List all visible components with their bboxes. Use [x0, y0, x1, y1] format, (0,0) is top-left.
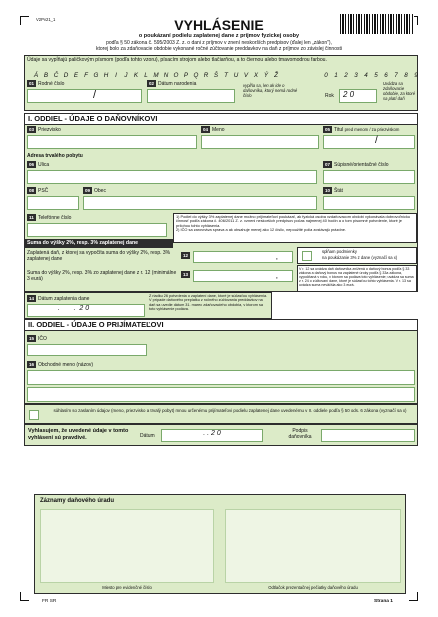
f12-num: 12	[182, 253, 188, 258]
section-1-title: I. ODDIEL - ÚDAJE O DAŇOVNÍKOVI	[25, 114, 417, 125]
field-datum-narodenia-label: 02 Dátum narodenia	[148, 81, 197, 87]
titul-input[interactable]	[323, 135, 415, 149]
splnam-checkbox[interactable]	[302, 251, 312, 261]
priezvisko-label: 03 Priezvisko	[28, 127, 61, 133]
splnam-label: spĺňam podmienky	[322, 249, 357, 254]
office-title: Záznamy daňového úradu	[40, 498, 115, 504]
footer-right: Strana 1	[374, 599, 393, 604]
f13-input[interactable]: ,	[193, 270, 293, 282]
section-2	[24, 319, 418, 404]
datum-label: Dátum	[140, 433, 155, 439]
corner-mark	[409, 592, 418, 601]
doc-code: V2Pv21_1	[36, 17, 56, 22]
stat-label: 10 Štát	[324, 188, 343, 194]
suma-header: Suma do výšky 2%, resp. 3% zaplatenej dane	[25, 239, 173, 248]
evidence-number-box	[40, 509, 214, 583]
footer-left: FR SR	[42, 599, 57, 604]
corner-mark	[20, 592, 29, 601]
datum-narodenia-input[interactable]	[147, 89, 235, 103]
ulica-label: 06 Ulica	[28, 162, 50, 168]
stat-input[interactable]	[323, 196, 415, 210]
datum-zaplatenia-row	[24, 292, 272, 319]
f12-input[interactable]: ,	[193, 251, 293, 263]
meno-input[interactable]	[201, 135, 319, 149]
evidence-caption: Miesto pre evidenčné číslo	[102, 585, 152, 590]
ulica-input[interactable]	[27, 170, 317, 184]
rok-note: Uvádza sa zdaňovacie obdobie, za ktoré sa platí daň	[383, 81, 416, 101]
meno-label: 04 Meno	[202, 127, 225, 133]
ico-label: 15 IČO	[28, 336, 47, 342]
f13-num: 13	[182, 272, 188, 277]
supisne-input[interactable]	[323, 170, 415, 184]
field-rodne-cislo-label: 01 Rodné číslo	[28, 81, 65, 87]
f12-label: Zaplatená daň, z ktorej sa vypočíta suma do výšky 2%, resp. 3% zaplatenej dane	[27, 250, 171, 262]
footnote-1: 1) Podiel do výšky 3% zaplatenej dane možno prijímateľovi poukázať, ak fyzická osoba vzdaňovacom období vykonávala dobrovoľnícku činnosť podľa zákona č. 406/2011 Z. z. vzneni neskorších predpisov počas najmenej 40 hodín a o tom písomné potvrdenie, ktoré je prílohou tohto vyhlásenia.	[176, 214, 411, 228]
obec-label: 09 Obec	[84, 188, 106, 194]
datum-note: vypĺňa sa, len ak ide o daňovníka, ktorý nemá rodné číslo	[243, 83, 298, 98]
consent-row	[24, 404, 418, 424]
datum-input[interactable]: . . 2 0	[161, 429, 263, 442]
datum-zaplatenia-input[interactable]: . . 2 0	[27, 304, 145, 317]
psc-label: 08 PSČ	[28, 188, 49, 194]
titul-slash: /	[375, 135, 378, 146]
rodne-cislo-input[interactable]	[27, 89, 142, 103]
splnam-box	[297, 247, 417, 264]
consent-text: súhlasím so zaslaním údajov (meno, priezvisko a trvalý pobyt) mnou určenému prijímateľovi podielu zaplatenej dane uvedenému v II. oddiele podľa § 50 ods. 6 zákona (vyznačí sa x)	[53, 408, 407, 413]
obchodne-meno-input[interactable]	[27, 370, 415, 385]
office-records	[34, 494, 406, 594]
declaration-text: Vyhlasujem, že uvedené údaje v tomto vyhlásení sú pravdivé.	[28, 428, 129, 441]
footnote-3: V r. 12 sa uvádza daň daňovníka znížená o daňový bonus podľa § 33 zákona a daňový bonus na zaplatené úroky podľa § 33a zákona, vypočítaná v roku, v ktorom sa podáva toto vyhlásenie; uvádza sa suma z r. 24 o zúčtovaní dane, ktoré je súčasťou tohto vyhlásenia. V r. 13 sa uvádza suma neväčšia ako 3 eurá.	[299, 267, 414, 287]
podpis-label: Podpis daňovníka	[288, 428, 312, 440]
supisne-label: 07 Súpisné/orientačné číslo	[324, 162, 389, 168]
page-title: VYHLÁSENIE	[174, 17, 264, 33]
telefon-input[interactable]	[27, 223, 167, 237]
psc-input[interactable]	[27, 196, 79, 210]
telefon-label: 11 Telefónne číslo	[27, 214, 71, 221]
section-1	[24, 113, 418, 292]
rok-label: Rok	[325, 93, 334, 99]
stamp-box	[225, 509, 401, 583]
subtitle: o poukázaní podielu zaplatenej dane z príjmov fyzickej osoby	[138, 33, 300, 39]
intro-line-1: podľa § 50 zákona č. 595/2003 Z. z. o dani z príjmov v znení neskorších predpisov (ďalej len „zákon"),	[106, 40, 332, 46]
datum-zaplatenia-label: 14 Dátum zaplatenia dane	[28, 296, 90, 302]
instruction-text: Údaje sa vypĺňajú paličkovým písmom (podľa tohto vzoru), písacím strojom alebo tlačiarňou, a to čiernou alebo tmavomodrou farbou.	[27, 57, 327, 63]
alphabet-sample: Á B Č D E F G H I J K L M N O P Q R Š T U V X Ý Ž	[33, 72, 278, 79]
header-block	[24, 55, 418, 111]
podpis-input[interactable]	[321, 429, 415, 442]
datum-zaplatenia-note: Z riadku 26 potvrdenia o zaplatení dane, ktoré je súčasťou vyhlásenia. V prípade daňového preplatku z ročného zúčtovania preddavkov na daň sa uvedie dátum 31. marec zdaňovacieho obdobia, v ktorom sa toto vyhlásenie podáva.	[149, 294, 268, 311]
rodne-cislo-slash: /	[93, 89, 97, 101]
obec-input[interactable]	[83, 196, 317, 210]
section-2-title: II. ODDIEL - ÚDAJE O PRIJÍMATEĽOVI	[25, 320, 417, 331]
splnam-note: na poukázanie 3% z dane (vyznačí sa x)	[322, 255, 398, 260]
footnote-3-box	[297, 265, 417, 292]
obchodne-meno-label: 16 Obchodné meno (názov)	[28, 362, 94, 368]
titul-label: 05 Titul pred menom / za priezviskom	[324, 127, 400, 133]
declaration-row	[24, 424, 418, 446]
footnote-2: 2) IČO sa zarovnáva sprava a ak obsahuje menej ako 12 číslic, nepoužité polia zostávajú prázdne.	[176, 227, 346, 233]
footnotes-box	[173, 213, 417, 243]
adresa-label: Adresa trvalého pobytu	[27, 153, 83, 159]
rok-input[interactable]: 2 0	[339, 89, 377, 103]
obchodne-meno-input-2[interactable]	[27, 387, 415, 402]
consent-checkbox[interactable]	[29, 410, 39, 420]
ico-input[interactable]	[27, 344, 147, 356]
stamp-caption: Odtlačok prezentačnej pečiatky daňového úradu	[268, 585, 358, 590]
f13-label: Suma do výšky 2%, resp. 3% zo zaplatenej dane z r. 12 (minimálne 3 eurá)	[27, 270, 177, 282]
priezvisko-input[interactable]	[27, 135, 197, 149]
intro-line-2: ktorej bolo za zdaňovacie obdobie vykonané ročné zúčtovanie preddavkov na daň z príjmov zo závislej činnosti	[96, 46, 342, 52]
digit-sample: 0 1 2 3 4 5 6 7 8 9	[324, 72, 418, 79]
